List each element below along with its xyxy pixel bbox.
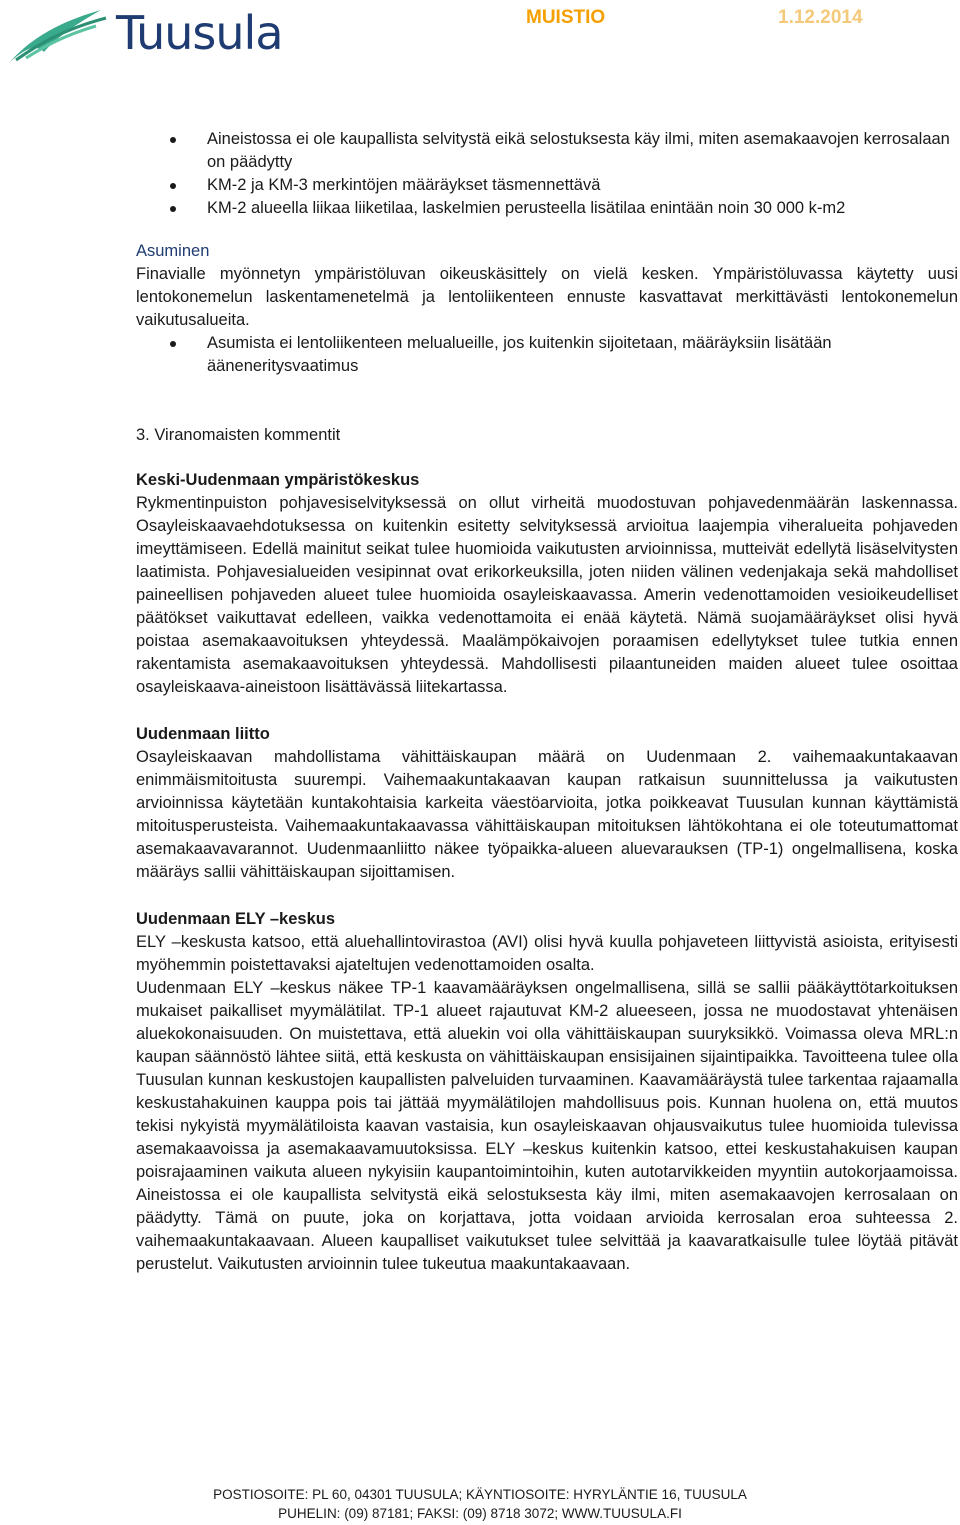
tuusula-logo [6, 4, 306, 66]
ely-keskus-text-2: Uudenmaan ELY –keskus näkee TP-1 kaavamääräyksen ongelmallisena, sillä se sallii pääkäyttötarkoituksen mukaiset paikalliset myymälätilat. TP-1 alueet rajautuvat KM-2 alueeseen, jossa ne muodostavat yhtenäisen aluekokonaisuuden. On muistettava, että aluekin voi olla vähittäiskaupan suuryksikkö. Voimassa oleva MRL:n kaupan säännöstö lähtee siitä, että keskusta on vähittäiskaupan ensisijainen sijaintipaikka. Tavoitteena tulee olla Tuusulan kunnan keskustojen kaupallisten palveluiden turvaaminen. Kaavamääräystä tulee tarkentaa rajaamalla keskustahakuinen kauppa pois tai jättää myymälätilojen mahdollisuus pois. Kunnan huolena on, että muutos tekisi nykyistä myymälätiloista kaavan vastaisia, kun osayleiskaavan ohjausvaikutus tulee huomioida tulevissa asemakaavoissa ja asemakaavamuutoksissa. ELY –keskus kuitenkin katsoo, ettei keskustahakuisen kaupan poisrajaaminen vaikuta alueen nykyisiin kaupantoimintoihin, kuten autotarvikkeiden myyntiin autokorjaamoissa. Aineistossa ei ole kaupallista selvitystä eikä selostuksesta käy ilmi, miten asemakaavojen kerrosalaan on päädytty. Tämä on puute, joka on korjattava, jotta voidaan arvioida kerrosalan eroa suhteessa 2. vaihemaakuntakaavaan. Alueen kaupalliset vaikutukset tulee selvittää ja kaavaratkaisulle tulee löytää pitävät perustelut. Vaikutusten arvioinnin tulee tukeutua maakuntakaavaan. [136, 979, 958, 1273]
asuminen-bullet-list [136, 332, 958, 378]
uudenmaan-liitto-heading: Uudenmaan liitto [136, 725, 270, 743]
section-3-heading: 3. Viranomaisten kommentit [136, 426, 341, 444]
intro-bullet-list [136, 128, 958, 220]
logo-text: Tuusula [116, 6, 283, 60]
footer-address: POSTIOSOITE: PL 60, 04301 TUUSULA; KÄYNTIOSOITE: HYRYLÄNTIE 16, TUUSULA [213, 1487, 747, 1502]
keski-uudenmaan-text: Rykmentinpuiston pohjavesiselvityksessä on ollut virheitä muodostuvan pohjavedenmäärän laskennassa. Osayleiskaavaehdotuksessa on kuitenkin esitetty selvityksessä arvioitua laajempia viheralueita pohjaveden imeyttämiseen. Edellä mainitut seikat tulee huomioida vaikutusten arvioinnissa, mutteivät edellytä lisäselvitysten laatimista. Pohjavesialueiden vesipinnat ovat erikorkeuksilla, joten niiden välinen vedenjakaja sekä mahdolliset paineellisen pohjaveden alueet tulee huomioida osayleiskaavassa. Amerin vedenottamoiden vesioikeudelliset päätökset vaikuttavat edelleen, vaikka vedenottamoita ei enää käytetä. Nämä suojamääräykset olisi hyvä poistaa asemakaavoituksen yhteydessä. Maalämpökaivojen poraamisen edellytykset tulee tutkia ennen rakentamista asemakaavoituksen yhteydessä. Mahdollisesti pilaantuneiden maiden alueet tulee osoittaa osayleiskaava-aineistoon lisättävässä liitekartassa. [136, 494, 958, 696]
asuminen-heading: Asuminen [136, 242, 210, 260]
uudenmaan-liitto-text: Osayleiskaavan mahdollistama vähittäiskaupan määrä on Uudenmaan 2. vaihemaakuntakaavan enimmäismitoitusta suurempi. Vaihemaakuntakaavan kaupan ratkaisun suunnittelussa ja vaikutusten arvioinnissa käytetään kuntakohtaisia karkeita väestöarvioita, jotka poikkeavat Tuusulan kunnan käyttämistä mitoitusperusteista. Vaihemaakuntakaavassa vähittäiskaupan mitoituksen lähtökohtana ei ole toteutumattomat asemakaavavarannot. Uudenmaanliitto näkee työpaikka-alueen aluevarauksen (TP-1) ongelmallisena, koska määräys sallii vähittäiskaupan sijoittamisen. [136, 748, 958, 881]
list-item: KM-2 alueella liikaa liiketilaa, laskelmien perusteella lisätilaa enintään noin 30 000 k-m2 [207, 197, 958, 220]
list-item: KM-2 ja KM-3 merkintöjen määräykset täsmennettävä [207, 174, 958, 197]
page-footer [0, 1485, 960, 1523]
document-date: 1.12.2014 [778, 7, 863, 28]
document-body [136, 128, 958, 1276]
list-item: Asumista ei lentoliikenteen melualueille, jos kuitenkin sijoitetaan, määräyksiin lisätään ääneneritysvaatimus [207, 332, 958, 378]
keski-uudenmaan-heading: Keski-Uudenmaan ympäristökeskus [136, 471, 420, 489]
footer-contact: PUHELIN: (09) 87181; FAKSI: (09) 8718 3072; WWW.TUUSULA.FI [278, 1506, 682, 1521]
ely-keskus-heading: Uudenmaan ELY –keskus [136, 910, 336, 928]
list-item: Aineistossa ei ole kaupallista selvitystä eikä selostuksesta käy ilmi, miten asemakaavojen kerrosalaan on päädytty [207, 128, 958, 174]
asuminen-paragraph: Finavialle myönnetyn ympäristöluvan oikeuskäsittely on vielä kesken. Ympäristöluvassa käytetty uusi lentokonemelun laskentamenetelmä ja lentoliikenteen ennuste kasvattavat merkittävästi lentokonemelun vaikutusalueita. [136, 265, 958, 329]
ely-keskus-text-1: ELY –keskusta katsoo, että aluehallintovirastoa (AVI) olisi hyvä kuulla pohjaveteen liittyvistä asioista, erityisesti myöhemmin poistettavaksi ajateltujen vedenottamoiden osalta. [136, 933, 958, 974]
bird-wing-icon [6, 4, 116, 66]
document-type: MUISTIO [526, 7, 606, 28]
